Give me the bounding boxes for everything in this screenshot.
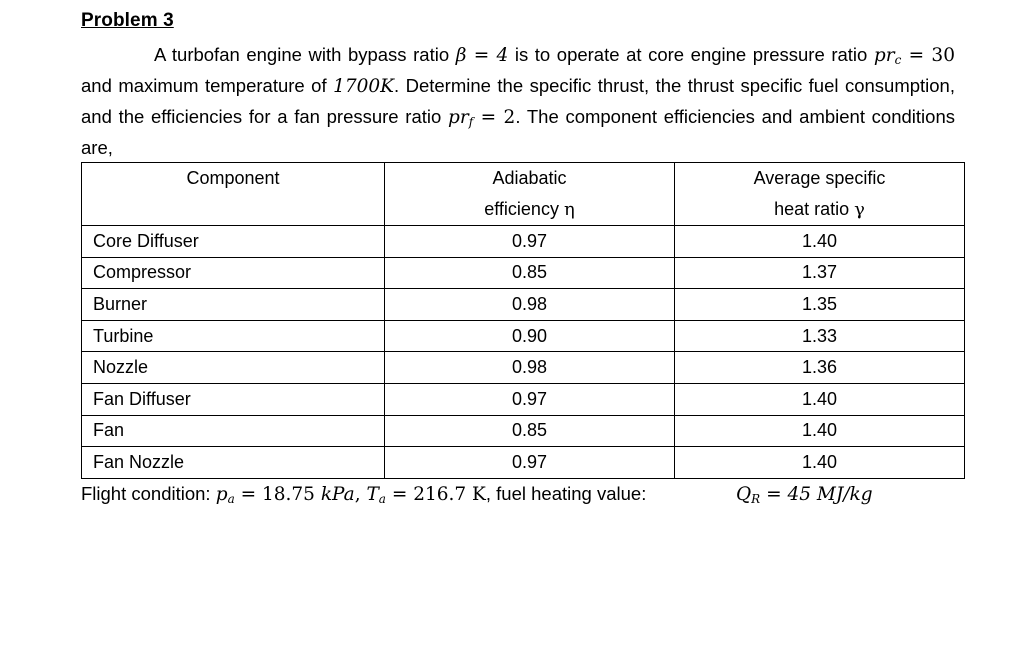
intro-text-4: . Determine the specific thrust, the thrust specific fuel consumption, and the efficiencies for a fan pressure ratio xyxy=(81,75,955,127)
table-row xyxy=(82,383,965,415)
table-row xyxy=(82,352,965,384)
cell-gamma: 1.40 xyxy=(675,415,965,447)
ambient-pressure-value: = 18.75 xyxy=(234,484,321,505)
cell-gamma: 1.40 xyxy=(675,226,965,258)
table-row xyxy=(82,257,965,289)
cell-component: Compressor xyxy=(82,257,385,289)
header-gamma-line1: Average specific xyxy=(753,168,886,188)
cell-efficiency: 0.97 xyxy=(385,226,675,258)
fuel-heating-value xyxy=(736,479,873,510)
cell-component: Fan Diffuser xyxy=(82,383,385,415)
cell-efficiency: 0.85 xyxy=(385,415,675,447)
ambient-temperature-symbol: T xyxy=(366,484,379,505)
eta-symbol: η xyxy=(563,199,575,220)
intro-text-2: is to operate at core engine pressure ratio xyxy=(508,44,874,65)
fan-pressure-ratio-symbol: pr xyxy=(448,107,469,128)
gamma-symbol: γ xyxy=(854,199,865,220)
flight-label: Flight condition: xyxy=(81,483,216,504)
heating-value-symbol: Q xyxy=(736,484,752,505)
ambient-pressure-symbol: p xyxy=(215,484,228,505)
cell-component: Turbine xyxy=(82,320,385,352)
cell-gamma: 1.40 xyxy=(675,383,965,415)
cell-efficiency: 0.97 xyxy=(385,447,675,479)
cell-component: Fan Nozzle xyxy=(82,447,385,479)
table-row xyxy=(82,226,965,258)
problem-title: Problem 3 xyxy=(81,10,174,31)
cell-gamma: 1.35 xyxy=(675,289,965,321)
header-efficiency xyxy=(385,163,675,226)
core-pressure-ratio-value: = 30 xyxy=(901,45,955,66)
fan-pressure-ratio-value: = 2 xyxy=(473,107,516,128)
ambient-pressure-unit: kPa xyxy=(320,484,355,505)
header-gamma xyxy=(675,163,965,226)
cell-component: Core Diffuser xyxy=(82,226,385,258)
cell-gamma: 1.33 xyxy=(675,320,965,352)
cell-gamma: 1.36 xyxy=(675,352,965,384)
cell-efficiency: 0.98 xyxy=(385,289,675,321)
cell-gamma: 1.40 xyxy=(675,447,965,479)
bypass-ratio-expr: β = 4 xyxy=(455,45,509,66)
fuel-heating-label: , fuel heating value: xyxy=(485,483,647,504)
cell-component: Nozzle xyxy=(82,352,385,384)
table-row xyxy=(82,447,965,479)
intro-text-5: . The component efficiencies and ambient conditions are, xyxy=(81,106,955,158)
table-row xyxy=(82,289,965,321)
max-temperature-expr: 1700K xyxy=(333,76,394,97)
ambient-temperature-subscript: a xyxy=(378,492,386,506)
ambient-temperature-value: = 216.7 K xyxy=(385,484,486,505)
table-header-row xyxy=(82,163,965,226)
flight-separator: , xyxy=(354,484,367,505)
core-pressure-ratio-subscript: c xyxy=(894,53,902,67)
flight-condition xyxy=(81,479,961,510)
problem-statement xyxy=(81,40,955,163)
table-row xyxy=(82,320,965,352)
intro-text-3: and maximum temperature of xyxy=(81,75,334,96)
header-efficiency-line2: efficiency xyxy=(484,199,559,219)
header-component xyxy=(82,163,385,226)
intro-text-1: A turbofan engine with bypass ratio xyxy=(154,44,456,65)
fan-pressure-ratio-subscript: f xyxy=(468,115,474,129)
component-table xyxy=(81,162,965,479)
cell-efficiency: 0.98 xyxy=(385,352,675,384)
cell-component: Burner xyxy=(82,289,385,321)
ambient-pressure-subscript: a xyxy=(227,492,235,506)
cell-efficiency: 0.85 xyxy=(385,257,675,289)
header-component-label: Component xyxy=(186,168,280,188)
header-gamma-line2: heat ratio xyxy=(774,199,850,219)
core-pressure-ratio-symbol: pr xyxy=(873,45,895,66)
heating-value-subscript: R xyxy=(751,492,761,506)
header-efficiency-line1: Adiabatic xyxy=(492,168,567,188)
cell-component: Fan xyxy=(82,415,385,447)
cell-gamma: 1.37 xyxy=(675,257,965,289)
cell-efficiency: 0.97 xyxy=(385,383,675,415)
table-body xyxy=(82,226,965,479)
table-row xyxy=(82,415,965,447)
heating-value-expr: = 45 MJ/kg xyxy=(760,484,873,505)
cell-efficiency: 0.90 xyxy=(385,320,675,352)
